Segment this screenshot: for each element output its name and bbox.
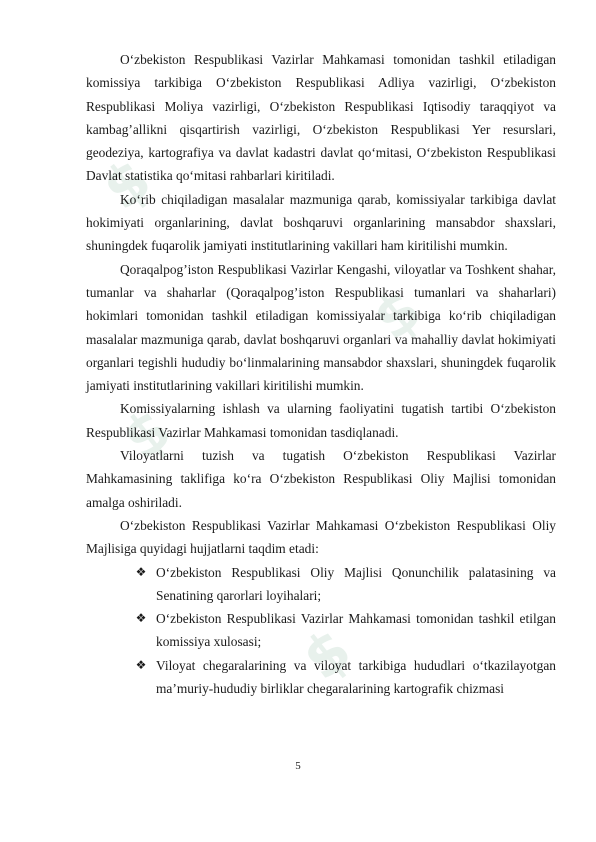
paragraph: O‘zbekiston Respublikasi Vazirlar Mahkamasi tomonidan tashkil etiladigan komissiya tarkibiga O‘zbekiston Respublikasi Adliya vazirligi, O‘zbekiston Respublikasi Moliya vazirligi, O‘zbekiston Respublikasi Iqtisodiy taraqqiyot va kambag’allikni qisqartirish vazirligi, O‘zbekiston Respublikasi Yer resurslari, geodeziya, kartografiya va davlat kadastri davlat qo‘mitasi, O‘zbekiston Respublikasi Davlat statistika qo‘mitasi rahbarlari kiritiladi. (86, 52, 556, 184)
document-list (86, 561, 556, 701)
diamond-bullet-icon: ❖ (135, 611, 147, 626)
list-item (135, 561, 556, 608)
paragraph: O‘zbekiston Respublikasi Vazirlar Mahkamasi O‘zbekiston Respublikasi Oliy Majlisiga quyidagi hujjatlarni taqdim etadi: (86, 517, 556, 557)
diamond-bullet-icon: ❖ (135, 564, 147, 579)
watermark-logo: $ (290, 615, 364, 694)
diamond-bullet-icon: ❖ (135, 657, 147, 672)
list-item-text: O‘zbekiston Respublikasi Oliy Majlisi Qonunchilik palatasining va Senatining qarorlari loyihalari; (156, 564, 556, 603)
paragraph: Viloyatlarni tuzish va tugatish O‘zbekiston Respublikasi Vazirlar Mahkamasining taklifiga ko‘ra O‘zbekiston Respublikasi Oliy Majlisi tomonidan amalga oshiriladi. (86, 448, 556, 510)
list-item-text: O‘zbekiston Respublikasi Vazirlar Mahkamasi tomonidan tashkil etilgan komissiya xulosasi; (156, 611, 556, 650)
watermark-logo: $ (360, 275, 434, 354)
body-text (86, 48, 556, 700)
list-item (135, 607, 556, 654)
list-item-text: Viloyat chegaralarining va viloyat tarkibiga hududlari o‘tkazilayotgan ma’muriy-hududiy birliklar chegaralarining kartografik chizmasi (156, 657, 556, 697)
list-item (135, 654, 556, 701)
paragraph: Komissiyalarning ishlash va ularning faoliyatini tugatish tartibi O‘zbekiston Respublikasi Vazirlar Mahkamasi tomonidan tasdiqlanadi. (86, 401, 556, 440)
paragraph: Ko‘rib chiqiladigan masalalar mazmuniga qarab, komissiyalar tarkibiga davlat hokimiyati organlarining, davlat boshqaruvi organlarining mansabdor shaxslari, shuningdek fuqarolik jamiyati institutlarining vakillari ham kiritilishi mumkin. (86, 191, 556, 254)
page-number: 5 (295, 760, 301, 772)
paragraph: Qoraqalpog’iston Respublikasi Vazirlar Kengashi, viloyatlar va Toshkent shahar, tumanlar va shaharlar (Qoraqalpog’iston Respublikasi tumanlari va shaharlari) hokimlari tomonidan tashkil etiladigan komissiyalar tarkibiga ko‘rib chiqiladigan masalalar mazmuniga qarab, davlat boshqaruvi organlari va mahalliy davlat hokimiyati organlari tegishli hududiy bo‘linmalarining mansabdor shaxslari, shuningdek fuqarolik jamiyati institutlarining vakillari kiritilishi mumkin. (86, 261, 556, 394)
watermark-logo: $ (110, 395, 184, 474)
watermark-logo: $ (90, 145, 164, 224)
